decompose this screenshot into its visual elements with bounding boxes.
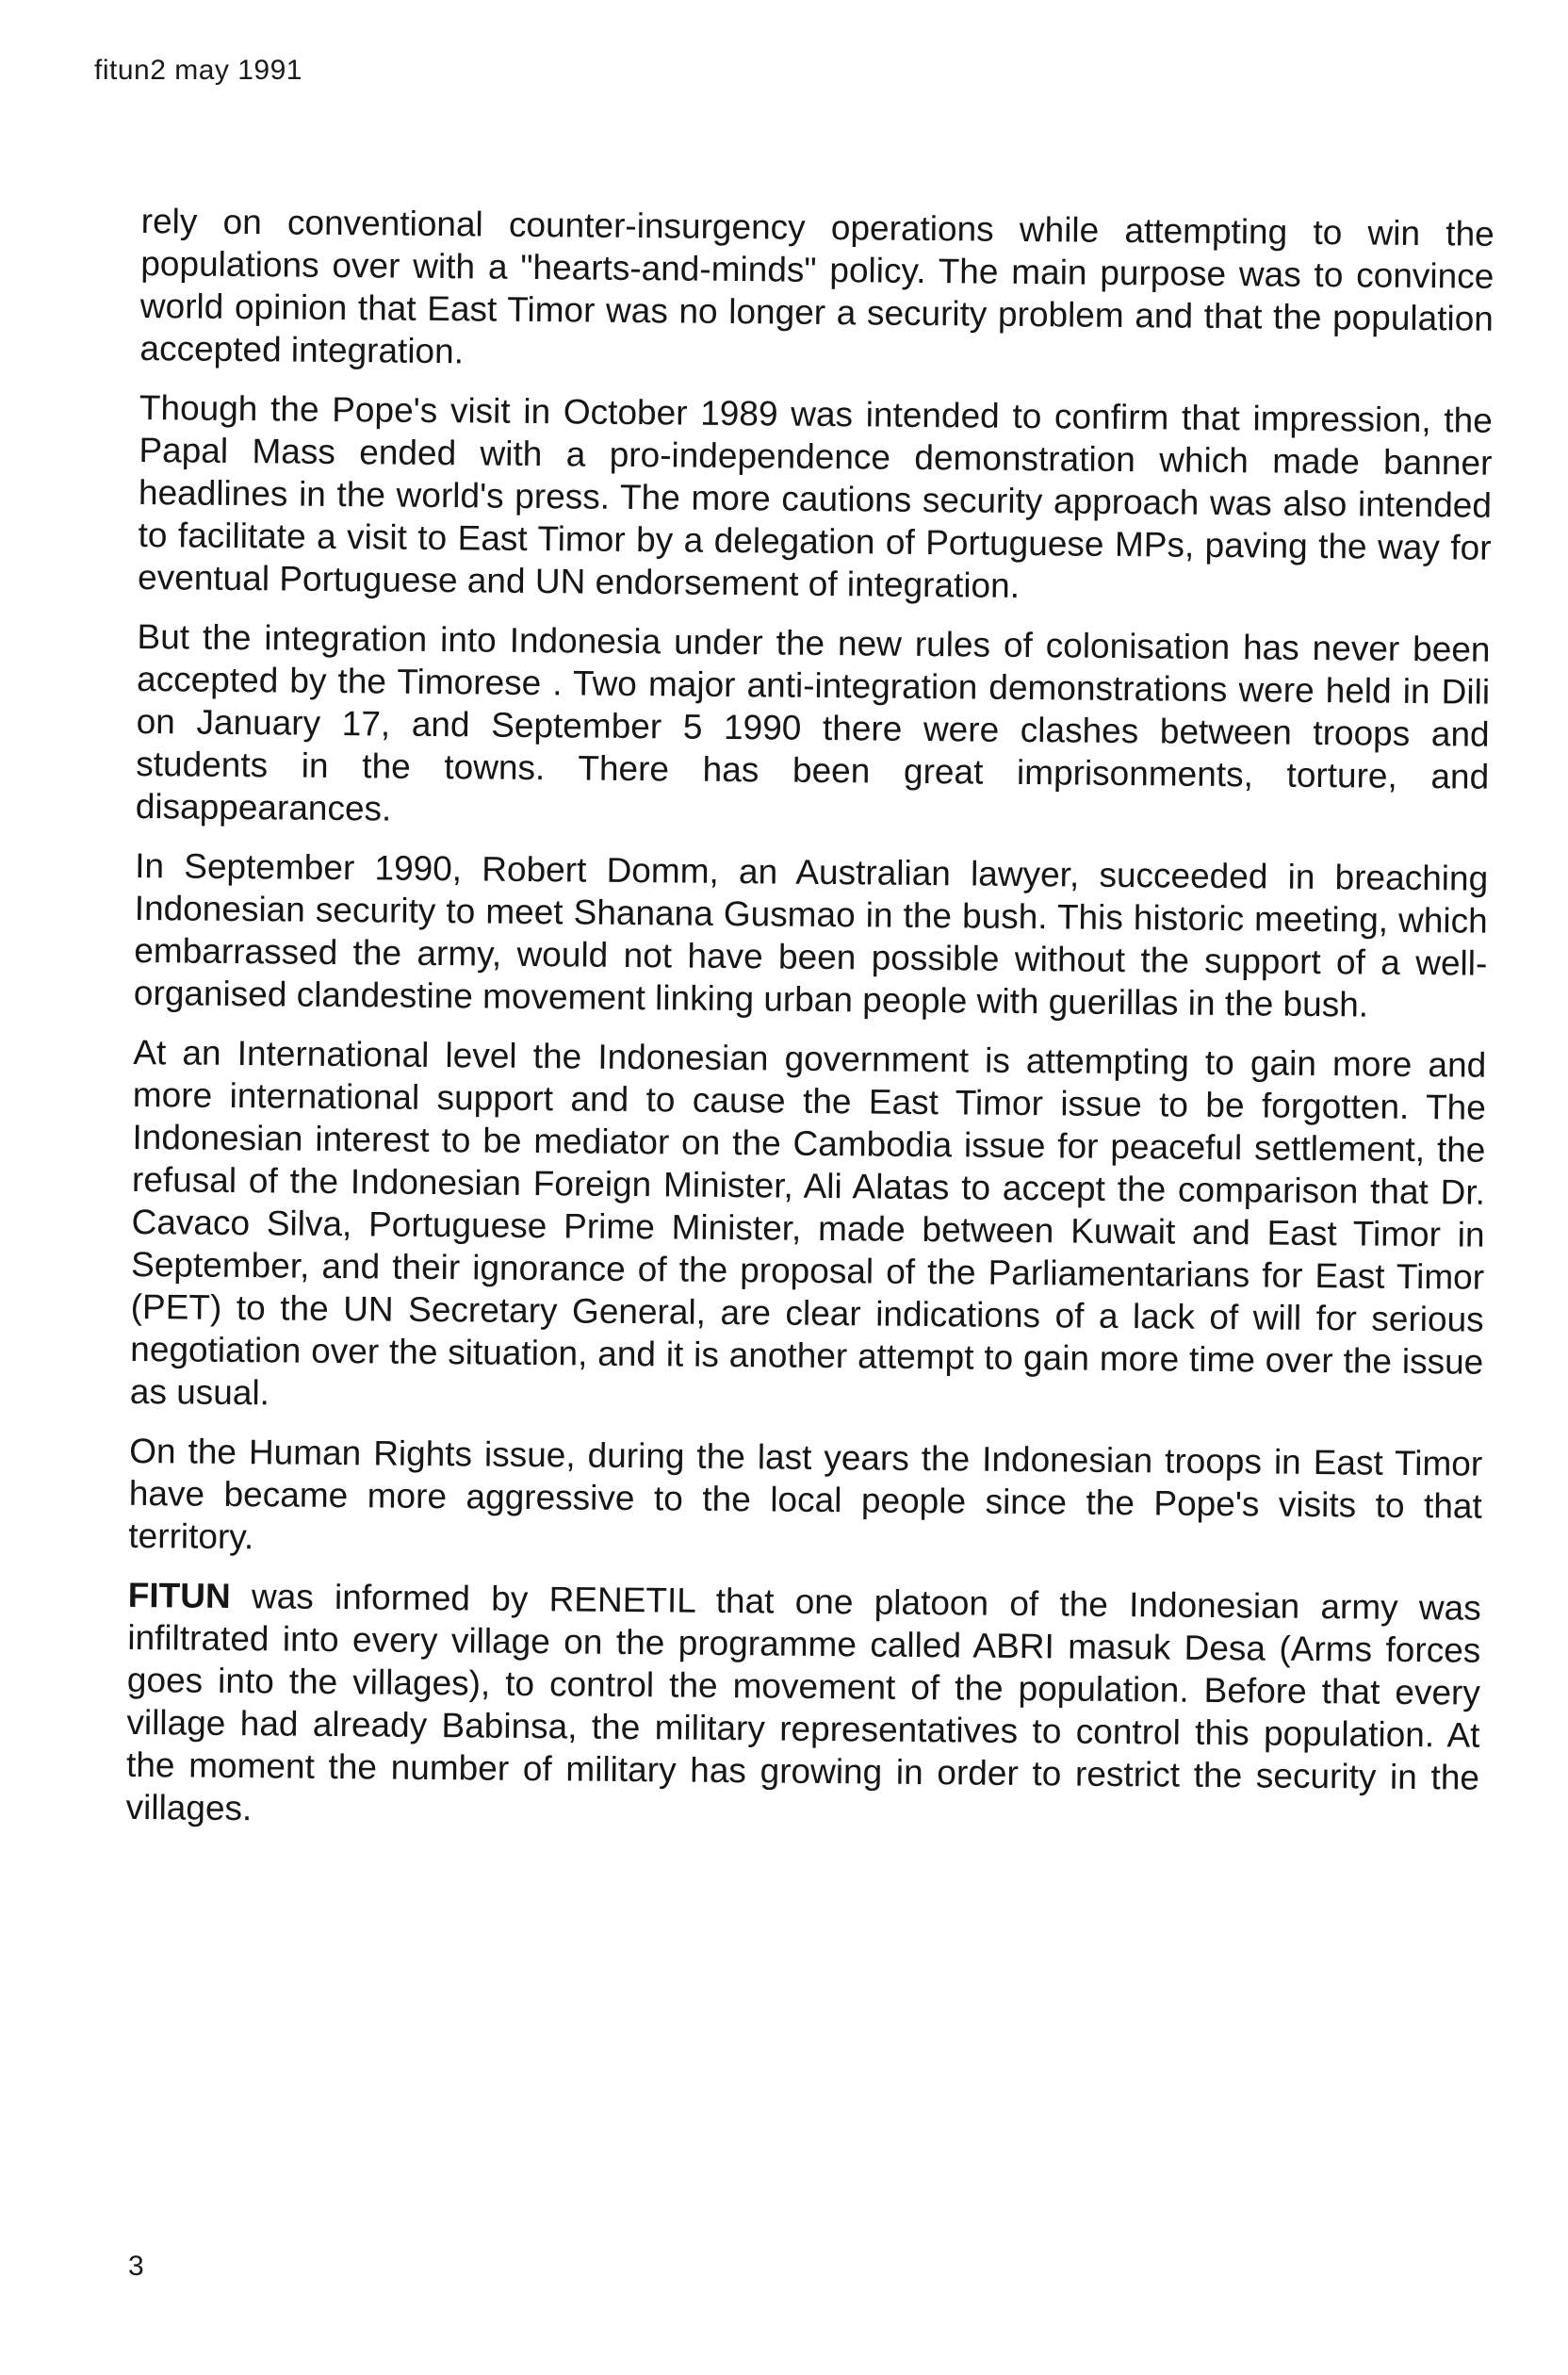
paragraph — [134, 844, 1489, 1027]
paragraph — [136, 615, 1491, 841]
paragraph-text: At an International level the Indonesian government is attempting to gain more and more international support and to cause the East Timor issue to be forgotten. The Indonesian interest to be mediator on the Cambodia issue for peaceful settlement, the refusal of the Indonesian Foreign Minister, Ali Alatas to accept the comparison that Dr. Cavaco Silva, Portuguese Prime Minister, made between Kuwait and East Timor in September, and their ignorance of the proposal of the Parliamentarians for East Timor (PET) to the UN Secretary General, are clear indications of a lack of will for serious negotiation over the situation, and it is another attempt to gain more time over the issue as usual. — [129, 1032, 1487, 1413]
paragraph-text: Though the Pope's visit in October 1989 was intended to confirm that impression, the Papal Mass ended with a pro-independence demonstration which made banner headlines in the world's press. The more cautions security approach was also intended to facilitate a visit to East Timor by a delegation of Portuguese MPs, paving the way for eventual Portuguese and UN endorsement of integration. — [137, 387, 1494, 605]
paragraph — [128, 1430, 1482, 1570]
paragraph — [138, 386, 1493, 612]
paragraph-text: was informed by RENETIL that one platoon of the Indonesian army was infiltrated into every village on the programme called ABRI masuk Desa (Arms forces goes into the villages), to control the movement of the population. Before that every village had already Babinsa, the military representatives to control this population. At the moment the number of military has growing in order to restrict the security in the villages. — [125, 1576, 1481, 1828]
paragraph — [125, 1574, 1481, 1842]
paragraph-text: In September 1990, Robert Domm, an Australian lawyer, succeeded in breaching Indonesian security to meet Shanana Gusmao in the bush. This historic meeting, which embarrassed the army, would not have been possible without the support of a well-organised clandestine movement linking urban people with guerillas in the bush. — [133, 845, 1489, 1024]
paragraph-text: But the integration into Indonesia under the new rules of colonisation has never been accepted by the Timorese . Two major anti-integration demonstrations were held in Dili on January 17, and September 5 1990 there were clashes between troops and students in the towns. There has been great imprisonments, torture, and disappearances. — [135, 616, 1491, 828]
page-number: 3 — [128, 2251, 144, 2282]
paragraph — [139, 200, 1494, 383]
paragraph-lead: FITUN — [127, 1575, 231, 1615]
body-text — [125, 200, 1494, 1859]
running-head: fitun2 may 1991 — [94, 55, 302, 86]
paragraph-text: On the Human Rights issue, during the last years the Indonesian troops in East Timor have became more aggressive to the local people since the Pope's visits to that territory. — [128, 1431, 1483, 1557]
paragraph-text: rely on conventional counter-insurgency operations while attempting to win the populations over with a "hearts-and-minds" policy. The main purpose was to convince world opinion that East Timor was no longer a security problem and that the population accepted integration. — [139, 201, 1494, 371]
paragraph — [130, 1031, 1487, 1426]
